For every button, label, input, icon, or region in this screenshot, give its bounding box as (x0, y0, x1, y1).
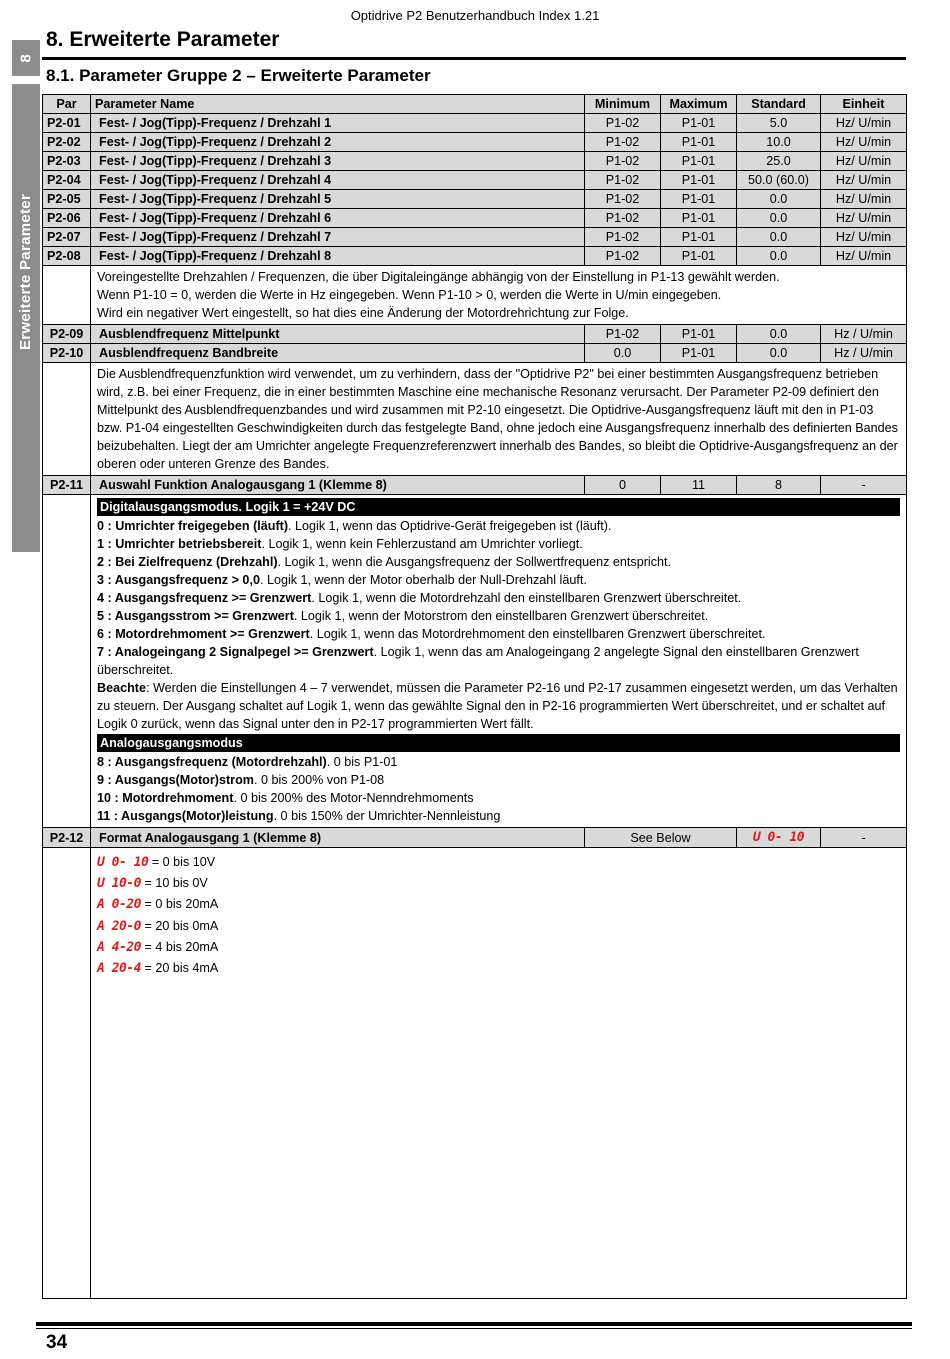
table-row (43, 171, 907, 190)
table-row (43, 152, 907, 171)
std-cell: 0.0 (737, 247, 821, 266)
name-cell: Fest- / Jog(Tipp)-Frequenz / Drehzahl 2 (91, 133, 585, 152)
par-cell: P2-05 (43, 190, 91, 209)
description-row (43, 363, 907, 476)
bottom-rule (36, 1322, 912, 1326)
chapter-title: 8. Erweiterte Parameter (46, 28, 280, 51)
unit-cell: Hz/ U/min (821, 114, 907, 133)
description-line: Wenn P1-10 = 0, werden die Werte in Hz eingegeben. Wenn P1-10 > 0, werden die Werte in U/min eingegeben. (97, 288, 722, 302)
list-item: 0 : Umrichter freigegeben (läuft). Logik 1, wenn das Optidrive-Gerät freigegeben ist (läuft). (97, 519, 612, 533)
display-code: U 10-0 (97, 876, 141, 892)
display-code: A 20-4 (97, 961, 141, 977)
spacer-cell (43, 848, 91, 1299)
min-cell: P1-02 (585, 228, 661, 247)
table-row (43, 133, 907, 152)
description-row (43, 495, 907, 828)
parameter-table (42, 94, 907, 1299)
note: Beachte: Werden die Einstellungen 4 – 7 verwendet, müssen die Parameter P2-16 und P2-17 zusammen eingesetzt werden, um das Verhalten zu steuern. Der Ausgang schaltet auf Logik 1, wenn das gewählte Signal den in P2-16 programmierten Wert überschreitet, und er schaltet auf Logik 0 zurück, wenn das Signal unter den in P2-17 programmierten Wert fällt. (97, 681, 898, 731)
unit-cell: - (821, 828, 907, 848)
sidebar-chapter-label: Erweiterte Parameter (17, 193, 34, 350)
min-cell: 0.0 (585, 344, 661, 363)
max-cell: 11 (661, 476, 737, 495)
par-cell: P2-12 (43, 828, 91, 848)
unit-cell: Hz/ U/min (821, 152, 907, 171)
bottom-rule-thin (36, 1328, 912, 1329)
table-row (43, 247, 907, 266)
list-item: 8 : Ausgangsfrequenz (Motordrehzahl). 0 bis P1-01 (97, 755, 398, 769)
unit-cell: Hz/ U/min (821, 209, 907, 228)
analog-mode-heading: Analogausgangsmodus (97, 734, 900, 752)
preset-speed-description (91, 266, 907, 325)
spacer-cell (43, 266, 91, 325)
top-rule (42, 57, 906, 60)
table-row (43, 114, 907, 133)
min-max-cell: See Below (585, 828, 737, 848)
name-cell: Auswahl Funktion Analogausgang 1 (Klemme 8) (91, 476, 585, 495)
sidebar-chapter-number: 8 (17, 53, 35, 63)
max-cell: P1-01 (661, 228, 737, 247)
header-minimum: Minimum (585, 95, 661, 114)
list-item: 1 : Umrichter betriebsbereit. Logik 1, wenn kein Fehlerzustand am Umrichter vorliegt. (97, 537, 583, 551)
unit-cell: Hz/ U/min (821, 171, 907, 190)
table-row (43, 190, 907, 209)
header-name: Parameter Name (91, 95, 585, 114)
format-option: U 0- 10 = 0 bis 10V (97, 855, 216, 870)
list-item: 9 : Ausgangs(Motor)strom. 0 bis 200% von P1-08 (97, 773, 385, 787)
table-row (43, 209, 907, 228)
name-cell: Ausblendfrequenz Mittelpunkt (91, 325, 585, 344)
skip-frequency-description: Die Ausblendfrequenzfunktion wird verwendet, um zu verhindern, dass der "Optidrive P2" bei einer bestimmten Ausgangsfrequenz betrieben wird, z.B. bei einer Frequenz, die in einer bestimmten Maschine eine mechanische Resonanz verursacht. Der Parameter P2-09 definiert den Mittelpunkt des Ausblendfrequenzbandes und wird zusammen mit P2-10 eingesetzt. Die Optidrive-Ausgangsfrequenz läuft mit den in P1-03 bzw. P1-04 eingestellten Geschwindigkeiten durch das festgelegte Band, ohne jedoch eine Ausgangsfrequenz innerhalb des definierten Bandes beizubehalten. Liegt der am Umrichter angelegte Frequenzreferenzwert innerhalb des Bandes, so bleibt die Optidrive-Ausgangsfrequenz an der oberen oder unteren Grenze des Bandes. (91, 363, 907, 476)
unit-cell: Hz / U/min (821, 344, 907, 363)
name-cell: Fest- / Jog(Tipp)-Frequenz / Drehzahl 4 (91, 171, 585, 190)
list-item: 3 : Ausgangsfrequenz > 0,0. Logik 1, wenn der Motor oberhalb der Null-Drehzahl läuft. (97, 573, 587, 587)
max-cell: P1-01 (661, 114, 737, 133)
list-item: 11 : Ausgangs(Motor)leistung. 0 bis 150% der Umrichter-Nennleistung (97, 809, 501, 823)
max-cell: P1-01 (661, 133, 737, 152)
format-option: A 4-20 = 4 bis 20mA (97, 939, 219, 955)
table-row (43, 476, 907, 495)
list-item: 4 : Ausgangsfrequenz >= Grenzwert. Logik 1, wenn die Motordrehzahl den einstellbaren Grenzwert überschreitet. (97, 591, 742, 605)
min-cell: 0 (585, 476, 661, 495)
table-row (43, 344, 907, 363)
header-par: Par (43, 95, 91, 114)
table-row (43, 828, 907, 848)
unit-cell: Hz/ U/min (821, 133, 907, 152)
std-cell: 0.0 (737, 209, 821, 228)
name-cell: Fest- / Jog(Tipp)-Frequenz / Drehzahl 7 (91, 228, 585, 247)
unit-cell: Hz/ U/min (821, 247, 907, 266)
std-cell: 50.0 (60.0) (737, 171, 821, 190)
std-cell (737, 828, 821, 848)
max-cell: P1-01 (661, 209, 737, 228)
list-item: 10 : Motordrehmoment. 0 bis 200% des Motor-Nenndrehmoments (97, 791, 474, 805)
header-unit: Einheit (821, 95, 907, 114)
std-cell: 0.0 (737, 325, 821, 344)
section-title: 8.1. Parameter Gruppe 2 – Erweiterte Parameter (46, 66, 431, 85)
name-cell: Format Analogausgang 1 (Klemme 8) (91, 828, 585, 848)
unit-cell: Hz/ U/min (821, 228, 907, 247)
display-code: A 4-20 (97, 939, 141, 955)
unit-cell: Hz/ U/min (821, 190, 907, 209)
min-cell: P1-02 (585, 133, 661, 152)
std-cell: 0.0 (737, 228, 821, 247)
min-cell: P1-02 (585, 209, 661, 228)
min-cell: P1-02 (585, 190, 661, 209)
display-code: A 20-0 (97, 918, 141, 934)
format-option: A 20-0 = 20 bis 0mA (97, 918, 219, 934)
format-option: U 10-0 = 10 bis 0V (97, 876, 208, 892)
name-cell: Fest- / Jog(Tipp)-Frequenz / Drehzahl 8 (91, 247, 585, 266)
document-title: Optidrive P2 Benutzerhandbuch Index 1.21 (350, 8, 600, 23)
name-cell: Fest- / Jog(Tipp)-Frequenz / Drehzahl 6 (91, 209, 585, 228)
par-cell: P2-11 (43, 476, 91, 495)
table-header-row (43, 95, 907, 114)
min-cell: P1-02 (585, 114, 661, 133)
min-cell: P1-02 (585, 325, 661, 344)
std-cell: 0.0 (737, 190, 821, 209)
spacer-cell (43, 495, 91, 828)
par-cell: P2-07 (43, 228, 91, 247)
table-row (43, 325, 907, 344)
max-cell: P1-01 (661, 152, 737, 171)
std-cell: 25.0 (737, 152, 821, 171)
par-cell: P2-06 (43, 209, 91, 228)
spacer-cell (43, 363, 91, 476)
description-line: Wird ein negativer Wert eingestellt, so hat dies eine Änderung der Motordrehrichtung zur Folge. (97, 306, 629, 320)
unit-cell: - (821, 476, 907, 495)
table-row (43, 228, 907, 247)
min-cell: P1-02 (585, 152, 661, 171)
display-code: U 0- 10 (752, 830, 805, 845)
format-option: A 20-4 = 20 bis 4mA (97, 961, 219, 977)
par-cell: P2-09 (43, 325, 91, 344)
max-cell: P1-01 (661, 325, 737, 344)
sidebar-chapter-band (12, 84, 40, 552)
par-cell: P2-08 (43, 247, 91, 266)
description-row (43, 848, 907, 1299)
display-code: U 0- 10 (97, 855, 149, 870)
analog-output-format-description (91, 848, 907, 1299)
std-cell: 10.0 (737, 133, 821, 152)
name-cell: Fest- / Jog(Tipp)-Frequenz / Drehzahl 5 (91, 190, 585, 209)
header-maximum: Maximum (661, 95, 737, 114)
header-standard: Standard (737, 95, 821, 114)
analog-output-function-description (91, 495, 907, 828)
par-cell: P2-03 (43, 152, 91, 171)
list-item: 5 : Ausgangsstrom >= Grenzwert. Logik 1, wenn der Motorstrom den einstellbaren Grenzwert überschreitet. (97, 609, 709, 623)
sidebar-chapter-tab (12, 40, 40, 76)
max-cell: P1-01 (661, 344, 737, 363)
unit-cell: Hz / U/min (821, 325, 907, 344)
par-cell: P2-10 (43, 344, 91, 363)
min-cell: P1-02 (585, 171, 661, 190)
name-cell: Fest- / Jog(Tipp)-Frequenz / Drehzahl 3 (91, 152, 585, 171)
par-cell: P2-02 (43, 133, 91, 152)
description-row (43, 266, 907, 325)
list-item: 6 : Motordrehmoment >= Grenzwert. Logik 1, wenn das Motordrehmoment den einstellbaren Grenzwert überschreitet. (97, 627, 766, 641)
max-cell: P1-01 (661, 190, 737, 209)
name-cell: Fest- / Jog(Tipp)-Frequenz / Drehzahl 1 (91, 114, 585, 133)
display-code: A 0-20 (97, 897, 141, 913)
std-cell: 8 (737, 476, 821, 495)
name-cell: Ausblendfrequenz Bandbreite (91, 344, 585, 363)
format-option: A 0-20 = 0 bis 20mA (97, 897, 219, 913)
description-line: Voreingestellte Drehzahlen / Frequenzen, die über Digitaleingänge abhängig von der Einstellung in P1-13 gewählt werden. (97, 270, 780, 284)
list-item: 7 : Analogeingang 2 Signalpegel >= Grenzwert. Logik 1, wenn das am Analogeingang 2 angelegte Signal den einstellbaren Grenzwert überschreitet. (97, 645, 859, 677)
max-cell: P1-01 (661, 247, 737, 266)
min-cell: P1-02 (585, 247, 661, 266)
std-cell: 0.0 (737, 344, 821, 363)
max-cell: P1-01 (661, 171, 737, 190)
page-number: 34 (46, 1332, 68, 1353)
par-cell: P2-04 (43, 171, 91, 190)
digital-mode-heading: Digitalausgangsmodus. Logik 1 = +24V DC (97, 498, 900, 516)
std-cell: 5.0 (737, 114, 821, 133)
list-item: 2 : Bei Zielfrequenz (Drehzahl). Logik 1, wenn die Ausgangsfrequenz der Sollwertfrequenz entspricht. (97, 555, 671, 569)
par-cell: P2-01 (43, 114, 91, 133)
